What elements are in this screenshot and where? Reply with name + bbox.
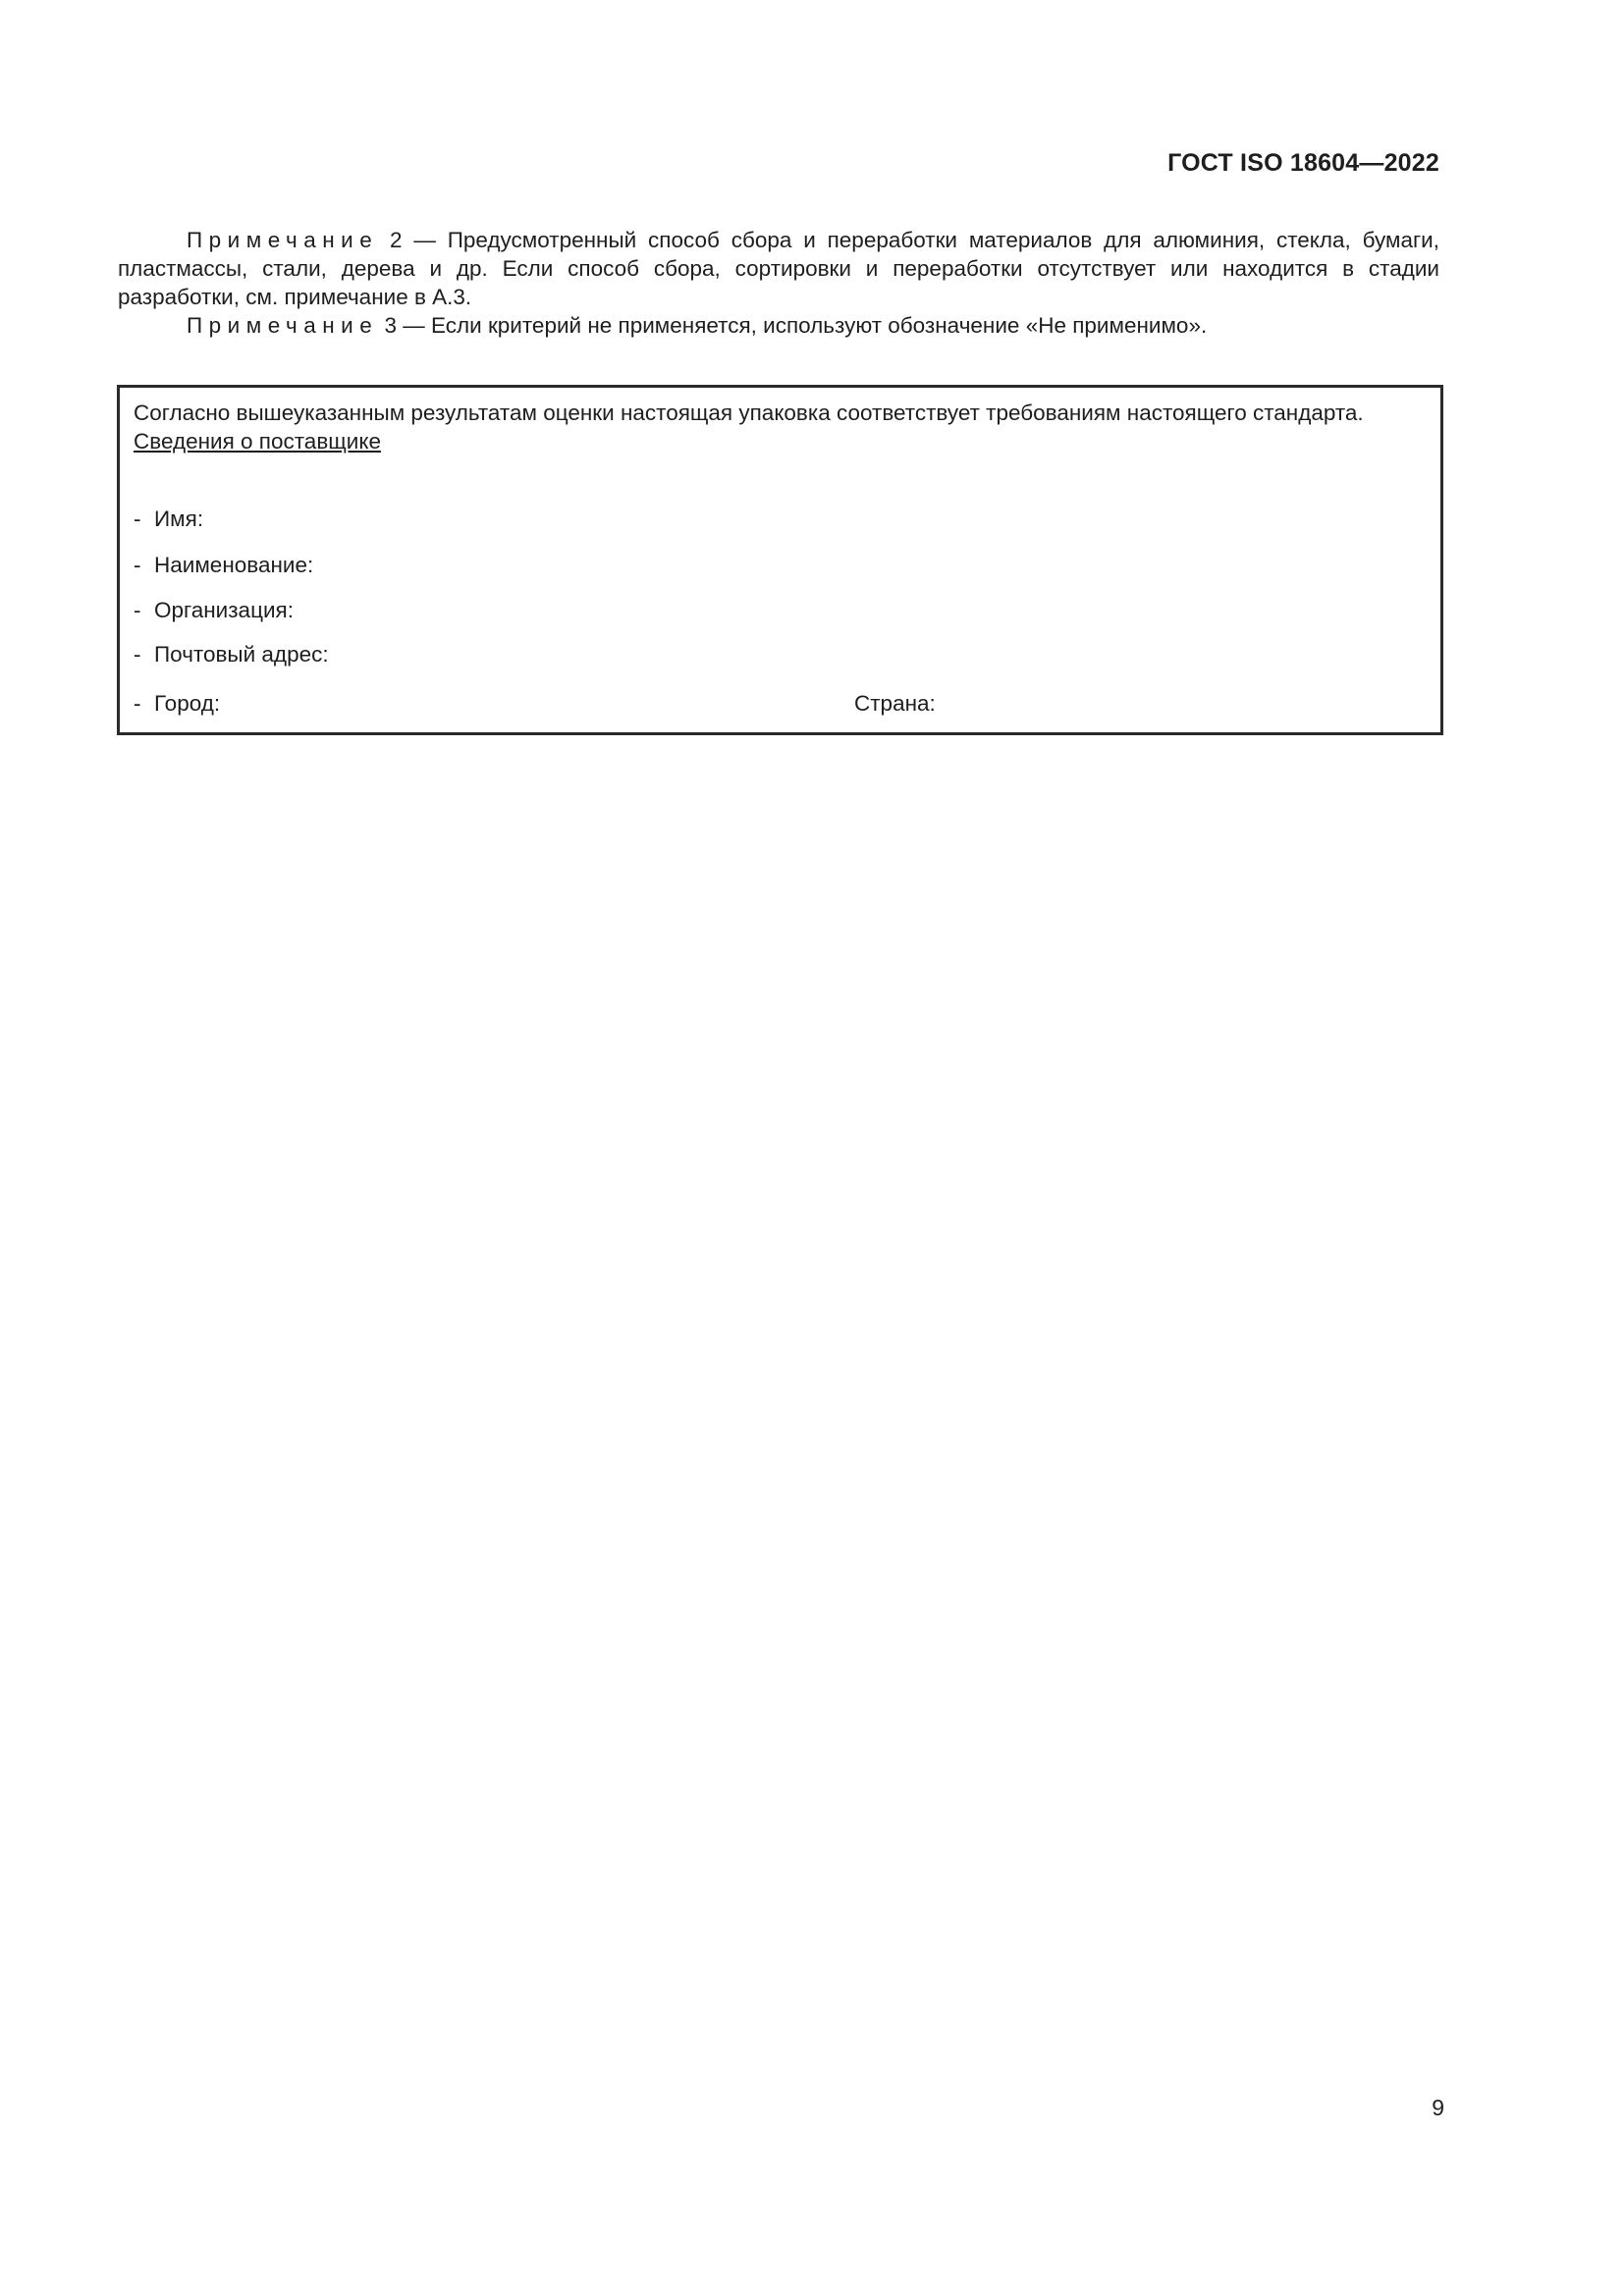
- supplier-info-box: [117, 385, 1443, 735]
- notes-section: [118, 226, 1439, 340]
- note-text: 2 — Предусмотренный способ сбора и переработки материалов для алюминия, стекла, бумаги, пластмассы, стали, дерева и др. Если способ сбора, сортировки и переработки отсутствует или находится в стадии разработки, см. примечание в А.3.: [118, 228, 1439, 309]
- conformity-statement: Согласно вышеуказанным результатам оценки настоящая упаковка соответствует требованиям настоящего стандарта.: [134, 400, 1364, 425]
- field-country: [854, 689, 936, 718]
- field-postal-address: [134, 640, 329, 668]
- note-label: Примечание: [187, 228, 379, 252]
- field-country-label: Страна:: [854, 691, 936, 716]
- list-dash: -: [134, 598, 141, 622]
- list-dash: -: [134, 691, 141, 716]
- field-city-label: Город:: [154, 691, 221, 716]
- field-organization-label: Организация:: [154, 598, 294, 622]
- note-label: Примечание: [187, 313, 379, 338]
- field-name: [134, 505, 203, 533]
- list-dash: -: [134, 642, 141, 667]
- list-dash: -: [134, 553, 141, 577]
- note-2: [118, 226, 1439, 311]
- field-name-label: Имя:: [154, 507, 204, 531]
- field-title: [134, 551, 313, 579]
- note-3: [118, 311, 1439, 340]
- list-dash: -: [134, 507, 141, 531]
- supplier-heading: Сведения о поставщике: [134, 429, 381, 454]
- note-text: 3 — Если критерий не применяется, используют обозначение «Не применимо».: [378, 313, 1208, 338]
- field-organization: [134, 596, 294, 624]
- page-number: 9: [1432, 2095, 1444, 2120]
- standard-code: ГОСТ ISO 18604—2022: [1167, 149, 1439, 177]
- field-city: [134, 689, 220, 718]
- field-postal-address-label: Почтовый адрес:: [154, 642, 329, 667]
- field-title-label: Наименование:: [154, 553, 314, 577]
